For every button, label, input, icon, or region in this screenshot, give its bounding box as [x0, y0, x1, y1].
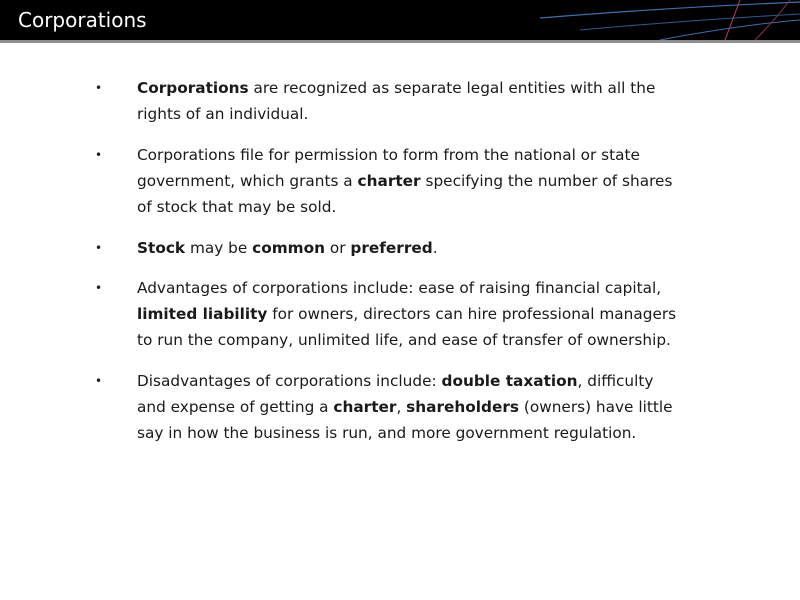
text-line — [137, 101, 717, 127]
bold-term: charter — [333, 398, 397, 416]
text-run: are recognized as separate legal entities with all the — [248, 79, 656, 97]
text-run: (owners) have little — [519, 398, 673, 416]
text-line — [137, 368, 717, 394]
text-run: . — [432, 239, 438, 257]
text-run: rights of an individual. — [137, 105, 309, 123]
bold-term: common — [252, 239, 325, 257]
bullet-marker: • — [95, 281, 103, 295]
bold-term: double taxation — [441, 372, 578, 390]
bold-term: Stock — [137, 239, 186, 257]
bold-term: charter — [357, 172, 421, 190]
slide-title: Corporations — [18, 8, 147, 32]
bullet-marker: • — [95, 81, 103, 95]
bullet-text — [137, 368, 717, 446]
bullet-text — [137, 275, 717, 353]
text-run: Corporations file for permission to form from the national or state — [137, 146, 640, 164]
text-run: or — [325, 239, 351, 257]
text-line — [137, 275, 717, 301]
bullet-marker: • — [95, 374, 103, 388]
text-line — [137, 301, 717, 327]
text-run: Advantages of corporations include: ease of raising financial capital, — [137, 279, 662, 297]
text-run: to run the company, unlimited life, and ease of transfer of ownership. — [137, 331, 671, 349]
text-line — [137, 394, 717, 420]
text-run: government, which grants a — [137, 172, 358, 190]
text-run: and expense of getting a — [137, 398, 334, 416]
text-line — [137, 168, 717, 194]
text-line — [137, 327, 717, 353]
text-line — [137, 142, 717, 168]
bullet-text — [137, 75, 717, 127]
text-run: of stock that may be sold. — [137, 198, 337, 216]
bold-term: Corporations — [137, 79, 249, 97]
text-run: , difficulty — [577, 372, 654, 390]
text-run: , — [396, 398, 407, 416]
text-run: Disadvantages of corporations include: — [137, 372, 442, 390]
text-run: may be — [185, 239, 253, 257]
text-run: for owners, directors can hire professional managers — [267, 305, 677, 323]
bullet-marker: • — [95, 241, 103, 255]
bullet-marker: • — [95, 148, 103, 162]
text-line — [137, 235, 717, 261]
bold-term: limited liability — [137, 305, 268, 323]
text-run: specifying the number of shares — [420, 172, 673, 190]
bullet-text — [137, 235, 717, 261]
text-line — [137, 420, 717, 446]
bullet-text — [137, 142, 717, 220]
text-line — [137, 75, 717, 101]
bold-term: preferred — [350, 239, 433, 257]
bold-term: shareholders — [406, 398, 520, 416]
text-line — [137, 194, 717, 220]
text-run: say in how the business is run, and more government regulation. — [137, 424, 637, 442]
